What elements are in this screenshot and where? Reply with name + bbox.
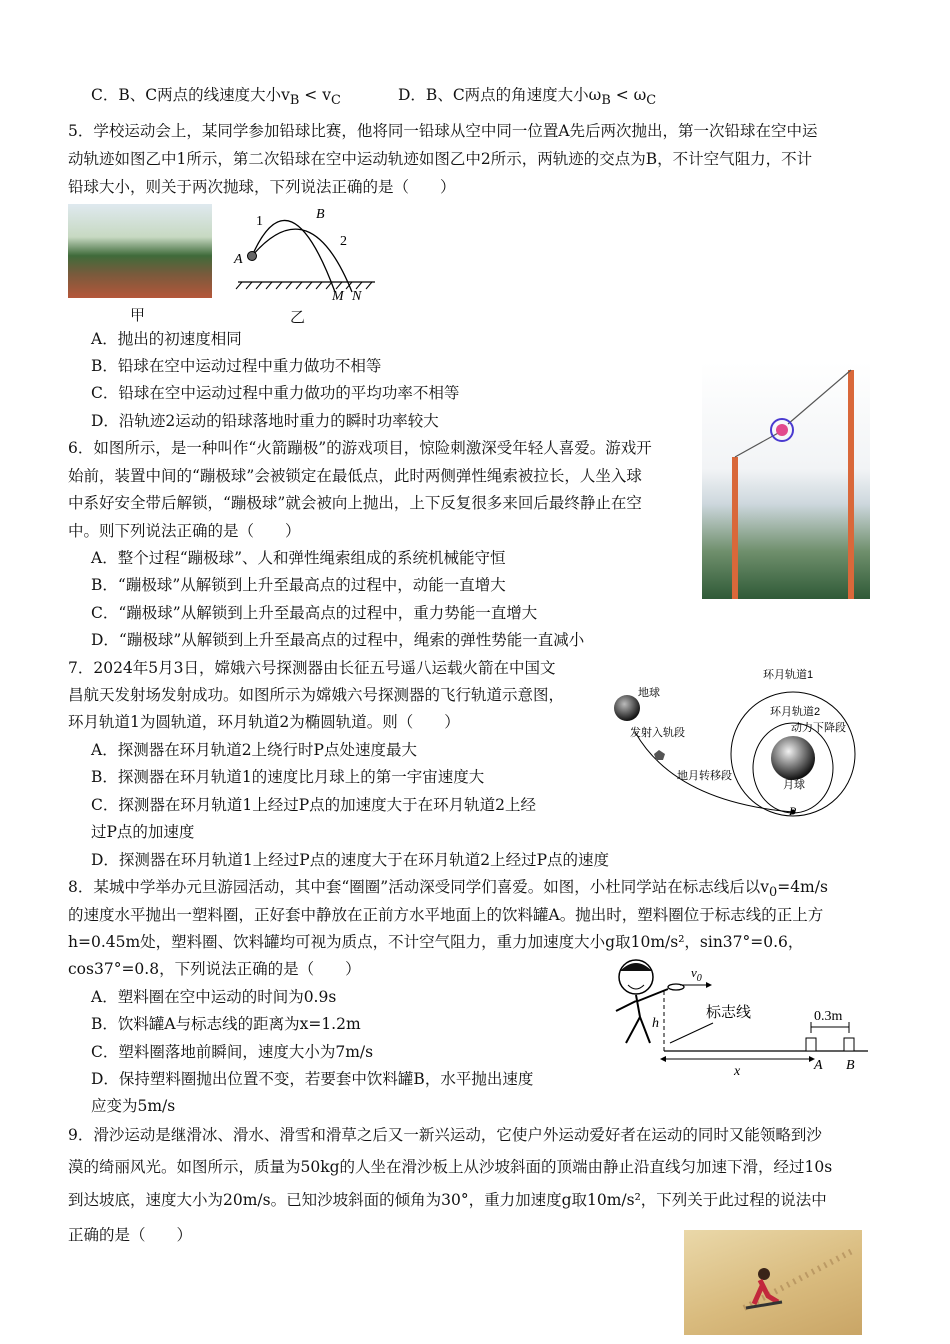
q7-option-d: D．探测器在环月轨道1上经过P点的速度大于在环月轨道2上经过P点的速度: [91, 851, 610, 869]
traj-label-1: 1: [256, 214, 263, 229]
q8-stem-line4: cos37°=0.8，下列说法正确的是（ ）: [68, 960, 361, 978]
orbit1-label: 环月轨道1: [763, 669, 814, 681]
point-p-label: P: [789, 804, 797, 818]
earth-label: 地球: [638, 687, 660, 699]
marker-line-label: 标志线: [706, 1004, 752, 1021]
ring-toss-diagram: [588, 955, 873, 1080]
moon-label: 月球: [783, 779, 805, 791]
orbit2-label: 环月轨道2: [770, 706, 821, 718]
q5-stem-line2: 动轨迹如图乙中1所示，第二次铅球在空中运动轨迹如图乙中2所示，两轨迹的交点为B，不计空气阻力，不计: [68, 150, 813, 168]
q9-stem-line3: 到达坡底，速度大小为20m/s。已知沙坡斜面的倾角为30°，重力加速度g取10m/s²，下列关于此过程的说法中: [68, 1191, 827, 1209]
traj-label-n: N: [352, 289, 362, 304]
launch-label: 发射入轨段: [630, 727, 685, 739]
q4-option-c: C．B、C两点的线速度大小$v_B < v_C$: [91, 86, 341, 109]
q5-option-d: D．沿轨迹2运动的铅球落地时重力的瞬时功率较大: [91, 412, 439, 430]
rocket-bungee-illustration: [702, 362, 870, 599]
q6-stem-line1: 6．如图所示，是一种叫作“火箭蹦极”的游戏项目，惊险刺激深受年轻人喜爱。游戏开: [68, 439, 652, 457]
q6-option-c: C．“蹦极球”从解锁到上升至最高点的过程中，重力势能一直增大: [91, 604, 538, 622]
q5-option-b: B．铅球在空中运动过程中重力做功不相等: [91, 357, 382, 375]
q9-stem-line1: 9．滑沙运动是继滑冰、滑水、滑雪和滑草之后又一新兴运动，它使户外运动爱好者在运动的同时又能领略到沙: [68, 1126, 822, 1144]
q7-option-c-line1: C．探测器在环月轨道1上经过P点的加速度大于在环月轨道2上经: [91, 796, 537, 814]
sand-slider-illustration: [684, 1230, 862, 1335]
q7-stem-line1: 7．2024年5月3日，嫦娥六号探测器由长征五号遥八运载火箭在中国文: [68, 659, 556, 677]
q9-stem-line4: 正确的是（ ）: [68, 1226, 193, 1244]
q8-option-d-line1: D．保持塑料圈抛出位置不变，若要套中饮料罐B，水平抛出速度: [91, 1070, 534, 1088]
q8-stem-line2: 的速度水平抛出一塑料圈，正好套中静放在正前方水平地面上的饮料罐A。抛出时，塑料圈位于标志线的正上方: [68, 906, 824, 924]
q7-option-a: A．探测器在环月轨道2上绕行时P点处速度最大: [91, 741, 417, 759]
q7-stem-line2: 昌航天发射场发射成功。如图所示为嫦娥六号探测器的飞行轨道示意图，: [68, 686, 565, 704]
traj-label-b: B: [316, 207, 325, 222]
q6-stem-line3: 中系好安全带后解锁，“蹦极球”就会被向上抛出，上下反复很多来回后最终静止在空: [68, 494, 642, 512]
q6-option-b: B．“蹦极球”从解锁到上升至最高点的过程中，动能一直增大: [91, 576, 506, 594]
can-a-label: A: [814, 1058, 823, 1073]
q7-option-b: B．探测器在环月轨道1的速度比月球上的第一宇宙速度大: [91, 768, 485, 786]
traj-label-a: A: [234, 252, 243, 267]
rocket-bungee-photo: [702, 362, 870, 599]
gap-label: 0.3m: [814, 1009, 843, 1024]
transfer-label: 地月转移段: [677, 770, 732, 782]
figure-label-yi: 乙: [290, 308, 306, 326]
x-label: x: [734, 1064, 741, 1079]
q5-stem-line1: 5．学校运动会上，某同学参加铅球比赛，他将同一铅球从空中同一位置A先后两次抛出，第一次铅球在空中运: [68, 122, 818, 140]
q8-option-d-line2: 应变为5m/s: [91, 1097, 176, 1115]
traj-label-m: M: [332, 289, 344, 304]
q5-stem-line3: 铅球大小，则关于两次抛球，下列说法正确的是（ ）: [68, 178, 456, 196]
descent-label: 动力下降段: [791, 722, 846, 734]
q8-option-c: C．塑料圈落地前瞬间，速度大小为7m/s: [91, 1043, 374, 1061]
v0-label: $v_0$: [691, 965, 702, 984]
trajectory-diagram: [230, 200, 380, 305]
can-b-label: B: [846, 1058, 855, 1073]
lunar-orbit-diagram: [605, 662, 875, 822]
q8-stem-line1: 8．某城中学举办元旦游园活动，其中套“圈圈”活动深受同学们喜爱。如图，小杜同学站在标志线后以$v_0=4m/s$: [68, 878, 828, 901]
shot-put-photo: [68, 204, 212, 298]
q7-stem-line3: 环月轨道1为圆轨道，环月轨道2为椭圆轨道。则（ ）: [68, 713, 460, 731]
sand-sliding-photo: [684, 1230, 862, 1335]
q4-option-d: D．B、C两点的角速度大小$\omega_B < \omega_C$: [398, 86, 657, 109]
q8-stem-line3: h=0.45m处，塑料圈、饮料罐均可视为质点，不计空气阻力，重力加速度大小g取10m/s²，sin37°=0.6，: [68, 933, 804, 951]
q6-stem-line4: 中。则下列说法正确的是（ ）: [68, 522, 301, 540]
q8-option-b: B．饮料罐A与标志线的距离为x=1.2m: [91, 1015, 361, 1033]
q6-option-d: D．“蹦极球”从解锁到上升至最高点的过程中，绳索的弹性势能一直减小: [91, 631, 585, 649]
q6-option-a: A．整个过程“蹦极球”、人和弹性绳索组成的系统机械能守恒: [91, 549, 506, 567]
q5-option-c: C．铅球在空中运动过程中重力做功的平均功率不相等: [91, 384, 460, 402]
q5-option-a: A．抛出的初速度相同: [91, 330, 242, 348]
q6-stem-line2: 始前，装置中间的“蹦极球”会被锁定在最低点，此时两侧弹性绳索被拉长，人坐入球: [68, 467, 642, 485]
q9-stem-line2: 漠的绮丽风光。如图所示，质量为50kg的人坐在滑沙板上从沙坡斜面的顶端由静止沿直线匀加速下滑，经过10s: [68, 1158, 833, 1176]
q7-option-c-line2: 过P点的加速度: [91, 823, 195, 841]
h-label: h: [652, 1016, 659, 1031]
figure-label-jia: 甲: [130, 306, 146, 324]
traj-label-2: 2: [340, 234, 347, 249]
q8-option-a: A．塑料圈在空中运动的时间为0.9s: [91, 988, 337, 1006]
